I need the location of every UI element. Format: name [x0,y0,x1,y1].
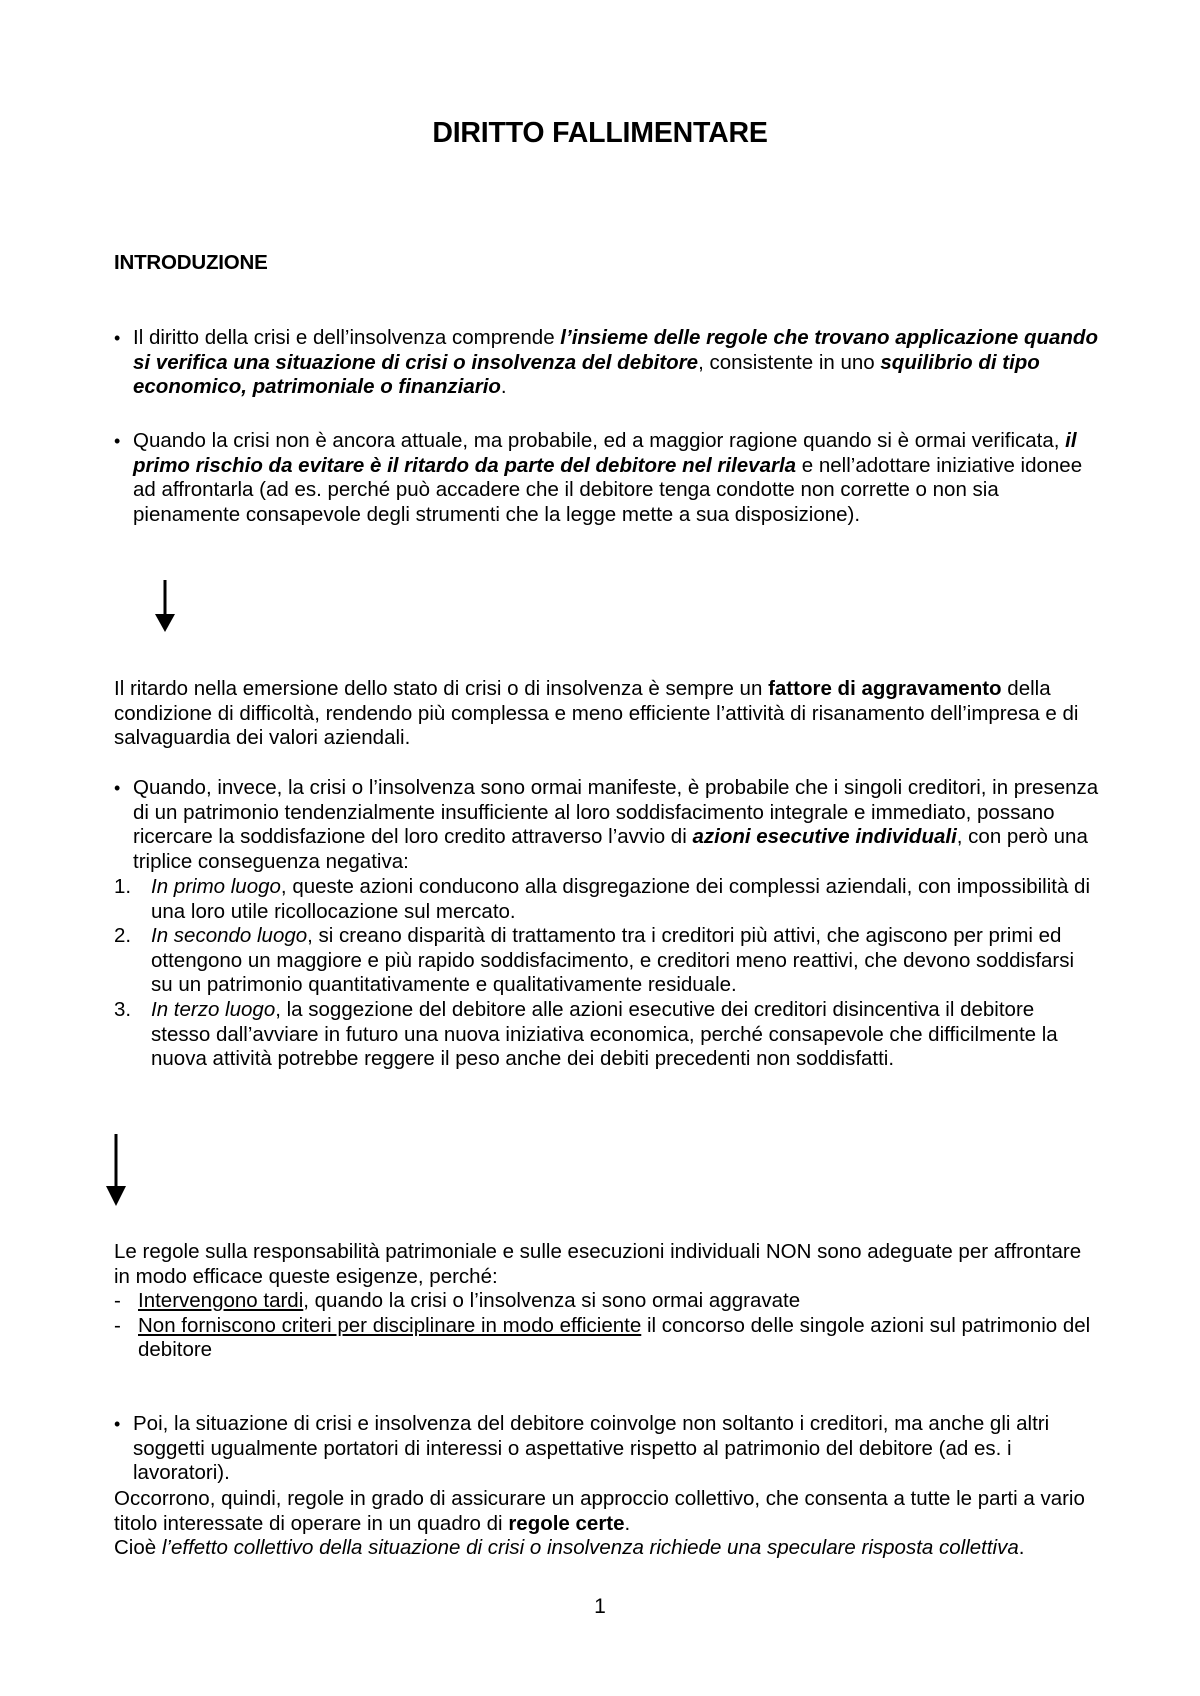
bullet-paragraph-1 [114,326,1099,400]
list-item: - Non forniscono criteri per disciplinare in modo efficiente il concorso delle singole azioni sul patrimonio del debitore [114,1313,1091,1362]
bullet-text: Il diritto della crisi e dell’insolvenza comprende l’insieme delle regole che trovano applicazione quando si verifica una situazione di crisi o insolvenza del debitore, consistente in uno squilibrio di tipo economico, patrimoniale o finanziario. [133,326,1098,399]
paragraph-conclusion: Cioè l’effetto collettivo della situazione di crisi o insolvenza richiede una speculare risposta collettiva. [114,1536,1025,1559]
bullet-marker: • [114,328,121,348]
consequences-list [114,875,1099,1072]
section-heading: INTRODUZIONE [114,251,268,274]
list-item: 1. In primo luogo, queste azioni conducono alla disgregazione dei complessi aziendali, con impossibilità di una loro utile ricollocazione sul mercato. [114,875,1091,923]
paragraph-delay: Il ritardo nella emersione dello stato di crisi o di insolvenza è sempre un fattore di aggravamento della condizione di difficoltà, rendendo più complessa e meno efficiente l’attività di risanamento dell’impresa e di salvaguardia dei valori aziendali. [114,677,1079,750]
reasons-list [114,1289,1099,1363]
down-arrow-icon [103,1134,129,1206]
list-item: 2. In secondo luogo, si creano disparità di trattamento tra i creditori più attivi, che agiscono per primi ed ottengono un maggiore e più rapido soddisfacimento, e creditori meno reattivi, che devono soddisfarsi su un patrimonio quantitativamente e qualitativamente residuale. [114,924,1075,997]
bullet-paragraph-3 [114,776,1099,874]
bullet-paragraph-2 [114,429,1099,527]
bullet-text: Quando la crisi non è ancora attuale, ma probabile, ed a maggior ragione quando si è ormai verificata, il primo rischio da evitare è il ritardo da parte del debitore nel rilevarla e nell’adottare iniziative idonee ad affrontarla (ad es. perché può accadere che il debitore tenga condotte non corrette o non sia pienamente consapevole degli strumenti che la legge mette a sua disposizione). [133,429,1083,526]
bullet-paragraph-4 [114,1412,1099,1486]
bullet-text: Poi, la situazione di crisi e insolvenza del debitore coinvolge non soltanto i creditori, ma anche gli altri soggetti ugualmente portatori di interessi o aspettative rispetto al patrimonio del debitore (ad es. i lavoratori). [133,1412,1050,1485]
paragraph-rules: Le regole sulla responsabilità patrimoniale e sulle esecuzioni individuali NON sono adeguate per affrontare in modo efficace queste esigenze, perché: [114,1240,1082,1288]
page-number: 1 [594,1595,606,1618]
list-item: - Intervengono tardi, quando la crisi o l’insolvenza si sono ormai aggravate [114,1289,801,1312]
bullet-marker: • [114,431,121,451]
bullet-marker: • [114,778,121,798]
paragraph-collective: Occorrono, quindi, regole in grado di assicurare un approccio collettivo, che consenta a tutte le parti a vario titolo interessate di operare in un quadro di regole certe. [114,1487,1085,1535]
list-item: 3. In terzo luogo, la soggezione del debitore alle azioni esecutive dei creditori disincentiva il debitore stesso dall’avviare in futuro una nuova iniziativa economica, perché consapevole che difficilmente la nuova attività potrebbe reggere il peso anche dei debiti precedenti non soddisfatti. [114,997,1058,1071]
page-title: DIRITTO FALLIMENTARE [432,117,768,149]
down-arrow-icon [152,580,178,632]
bullet-marker: • [114,1414,121,1434]
bullet-text: Quando, invece, la crisi o l’insolvenza sono ormai manifeste, è probabile che i singoli creditori, in presenza di un patrimonio tendenzialmente insufficiente al loro soddisfacimento integrale e immediato, possano ricercare la soddisfazione del loro credito attraverso l’avvio di azioni esecutive individuali, con però una triplice conseguenza negativa: [133,776,1099,873]
